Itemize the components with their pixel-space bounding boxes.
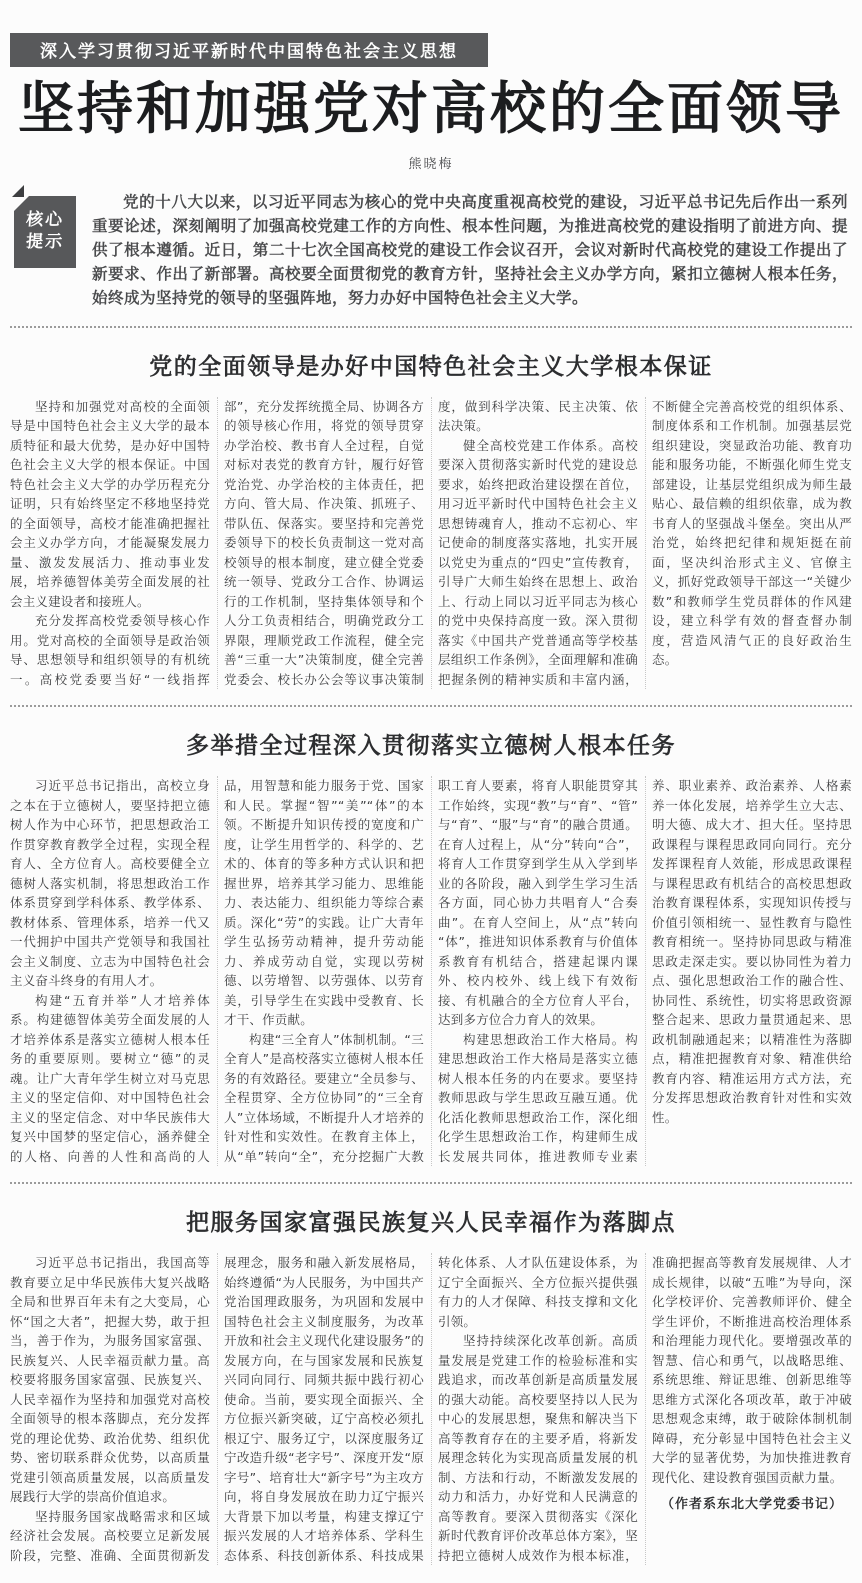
- author-byline: （作者系东北大学党委书记）: [660, 1497, 843, 1513]
- divider-after-tip: [10, 326, 852, 328]
- core-tip-label-line2: 提示: [25, 231, 65, 252]
- paragraph: 习近平总书记指出，我国高等教育要立足中华民族伟大复兴战略全局和世界百年未有之大变局，心怀“国之大者”，把握大势，敢于担当，善于作为，为服务国家富强、民族复兴、人民幸福贡献力量。高校要将服务国家富强、民族复兴、人民幸福作为坚持和加强党对高校全面领导的根本落脚点，充分发挥党的理论优势、政治优势、组织优势、密切联系群众优势，以高质量党建引领高质量发展，以高质量发展践行大学的崇高价值追求。: [10, 1255, 210, 1505]
- section-3: [10, 1204, 852, 1565]
- article-title: 坚持和加强党对高校的全面领导: [18, 77, 844, 142]
- section-2-body: [10, 776, 852, 1166]
- divider-after-section-2: [10, 1182, 852, 1184]
- section-1-body: [10, 397, 852, 690]
- paragraph: 坚持持续深化改革创新。高质量发展是党建工作的检验标准和实践追求，而改革创新是高质量发展的强大动能。高校要坚持以人民为中心的发展思想，聚焦和解决当下高等教育存在的主要矛盾，将新发展理念转化为实现高质量发展的机制、方法和行动，不断激发发展的动力和活力，办好党和人民满意的高等教育。要深入贯彻落实《深化新时代教育评价改革总体方案》，坚持把立德树人成效作为根本标准，准确把握高等教育发展规律、人才成长规律，以破“五唯”为导向，深化学校评价、完善教师评价、健全学生评价，不断推进高校治理体系和治理能力现代化。要增强改革的智慧、信心和勇气，以战略思维、系统思维、辩证思维、创新思维等思维方式深化各项改革，敢于冲破思想观念束缚，敢于破除体制机制障碍，充分彰显中国特色社会主义大学的显著优势，为加快推进教育现代化、建设教育强国贡献力量。: [438, 1255, 852, 1563]
- paragraph: 构建“五育并举”人才培养体系。构建德智体美劳全面发展的人才培养体系是落实立德树人根本任务的重要原则。要树立“德”的灵魂。让广大青年学生树立对马克思主义的坚定信仰、对中国特色社会主义的坚定信念、对中华民族伟大复兴中国梦的坚定信心，涵养健全的人格、向善的人性和高尚的人品，用智慧和能力服务于党、国家和人民。掌握“智”“美”“体”的本领。不断提升知识传授的宽度和广度，让学生用哲学的、科学的、艺术的、体育的等多种方式认识和把握世界，培养其学习能力、思维能力、表达能力、组织能力等综合素质。深化“劳”的实践。让广大青年学生弘扬劳动精神，提升劳动能力、养成劳动自觉，实现以劳树德、以劳增智、以劳强体、以劳育美，引导学生在实践中受教育、长才干、作贡献。: [10, 778, 424, 1164]
- divider-after-section-1: [10, 705, 852, 707]
- paragraph: 构建思想政治工作大格局。构建思想政治工作大格局是落实立德树人根本任务的内在要求。要坚持教师思政与学生思政互融互通。优化活化教师思想政治工作，深化细化学生思想政治工作，构建师生成长发展共同体，推进教师专业素养、职业素养、政治素养、人格素养一体化发展，培养学生立大志、明大德、成大才、担大任。坚持思政课程与课程思政同向同行。充分发挥课程育人效能，形成思政课程与课程思政有机结合的高校思想政治教育课程体系，实现知识传授与价值引领相统一、显性教育与隐性教育相统一。坚持协同思政与精准思政走深走实。要以协同性为着力点、强化思想政治工作的融合性、协同性、系统性，切实将思政资源整合起来、思政力量贯通起来、思政机制融通起来；以精准性为落脚点，精准把握教育对象、精准供给教育内容、精准运用方式方法，充分发挥思想政治教育针对性和实效性。: [438, 778, 852, 1164]
- paragraph: 习近平总书记指出，高校立身之本在于立德树人，要坚持把立德树人作为中心环节，把思想政治工作贯穿教育教学全过程，实现全程育人、全方位育人。高校要健全立德树人落实机制，将思想政治工作体系贯穿到学科体系、教学体系、教材体系、管理体系，培养一代又一代拥护中国共产党领导和我国社会主义制度、立志为中国特色社会主义奋斗终身的有用人才。: [10, 778, 210, 989]
- core-tip-label-line1: 核心: [25, 210, 65, 231]
- paragraph: 健全高校党建工作体系。高校要深入贯彻落实新时代党的建设总要求，始终把政治建设摆在首位，用习近平新时代中国特色社会主义思想铸魂育人，推动不忘初心、牢记使命的制度落实落地，扎实开展以党史为重点的“四史”宣传教育，引导广大师生始终在思想上、政治上、行动上同以习近平同志为核心的党中央保持高度一致。深入贯彻落实《中国共产党普通高等学校基层组织工作条例》，全面理解和准确把握条例的精神实质和丰富内涵，不断健全完善高校党的组织体系、制度体系和工作机制。加强基层党组织建设，突显政治功能、教育功能和服务功能，不断强化师生党支部建设，让基层党组织成为师生最贴心、最信赖的组织依靠，成为教书育人的坚强战斗堡垒。突出从严治党，始终把纪律和规矩挺在前面，坚决纠治形式主义、官僚主义，抓好党政领导干部这一“关键少数”和教师学生党员群体的作风建设，建立科学有效的督查督办制度，营造风清气正的良好政治生态。: [438, 398, 852, 687]
- core-tip-text: 党的十八大以来，以习近平同志为核心的党中央高度重视高校党的建设，习近平总书记先后作出一系列重要论述，深刻阐明了加强高校党建工作的方向性、根本性问题，为推进高校党的建设指明了前进方向、提供了根本遵循。近日，第二十七次全国高校党的建设工作会议召开，会议对新时代高校党的建设工作提出了新要求、作出了新部署。高校要全面贯彻党的教育方针，坚持社会主义办学方向，紧扣立德树人根本任务，始终成为坚持党的领导的坚强阵地，努力办好中国特色社会主义大学。: [92, 192, 848, 307]
- paragraph: 充分发挥高校党委领导核心作用。党对高校的全面领导是政治领导、思想领导和组织领导的有机统一。高校党委要当好“一线指挥部”，充分发挥统揽全局、协调各方的领导核心作用，将党的领导贯穿办学治校、教书育人全过程，自觉对标对表党的教育方针，履行好管党治党、办学治校的主体责任，把方向、管大局、作决策、抓班子、带队伍、保落实。要坚持和完善党委领导下的校长负责制这一党对高校领导的根本制度，建立健全党委统一领导、党政分工合作、协调运行的工作机制，坚持集体领导和个人分工负责相结合，明确党政分工界限，理顺党政工作流程，健全完善“三重一大”决策制度，健全完善党委会、校长办公会等议事决策制度，做到科学决策、民主决策、依法决策。: [10, 398, 638, 687]
- section-1-heading: 党的全面领导是办好中国特色社会主义大学根本保证: [149, 353, 713, 380]
- core-tip-block: [14, 190, 848, 310]
- section-2: [10, 727, 852, 1166]
- paragraph: 构建“三全育人”体制机制。“三全育人”是高校落实立德树人根本任务的有效路径。要建立“全员参与、全程贯穿、全方位协同”的“三全育人”立体场域，不断提升人才培养的针对性和实效性。在教育主体上，从“单”转向“全”，充分挖掘广大教职工育人要素，将育人职能贯穿其工作始终，实现“教”与“育”、“管”与“育”、“服”与“育”的融合贯通。在育人过程上，从“分”转向“合”，将育人工作贯穿到学生从入学到毕业的各阶段，融入到学生学习生活各方面，同心协力共唱育人“合奏曲”。在育人空间上，从“点”转向“体”，推进知识体系教育与价值体系教育有机结合，搭建起课内课外、校内校外、线上线下有效衔接、有机融合的全方位育人平台，达到多方位合力育人的效果。: [224, 778, 638, 1164]
- article-author: 熊晓梅: [408, 156, 454, 172]
- section-2-heading: 多举措全过程深入贯彻落实立德树人根本任务: [186, 733, 676, 760]
- paragraph: 坚持和加强党对高校的全面领导是中国特色社会主义大学的最本质特征和最大优势，是办好中国特色社会主义大学的根本保证。中国特色社会主义大学的办学历程充分证明，只有始终坚定不移地坚持党的全面领导，高校才能准确把握社会主义办学方向，才能凝聚发展力量、激发发展活力、推动事业发展，培养德智体美劳全面发展的社会主义建设者和接班人。: [10, 398, 210, 609]
- core-tip-badge-icon: [14, 196, 76, 268]
- section-3-heading: 把服务国家富强民族复兴人民幸福作为落脚点: [186, 1210, 676, 1237]
- section-1: [10, 348, 852, 690]
- theme-banner: 深入学习贯彻习近平新时代中国特色社会主义思想: [10, 33, 488, 67]
- section-3-body: [10, 1253, 852, 1565]
- paragraph: 坚持服务国家战略需求和区域经济社会发展。高校要立足新发展阶段，完整、准确、全面贯彻新发展理念，服务和融入新发展格局，始终遵循“为人民服务，为中国共产党治国理政服务，为巩固和发展中国特色社会主义制度服务，为改革开放和社会主义现代化建设服务”的发展方向，在与国家发展和民族复兴同向同行、同频共振中践行初心使命。当前，要实现全面振兴、全方位振兴新突破，辽宁高校必须扎根辽宁、服务辽宁，以深度服务辽宁改造升级“老字号”、深度开发“原字号”、培育壮大“新字号”为主攻方向，将自身发展放在助力辽宁振兴大背景下加以考量，构建支撑辽宁振兴发展的人才培养体系、学科生态体系、科技创新体系、科技成果转化体系、人才队伍建设体系，为辽宁全面振兴、全方位振兴提供强有力的人才保障、科技支撑和文化引领。: [10, 1255, 638, 1563]
